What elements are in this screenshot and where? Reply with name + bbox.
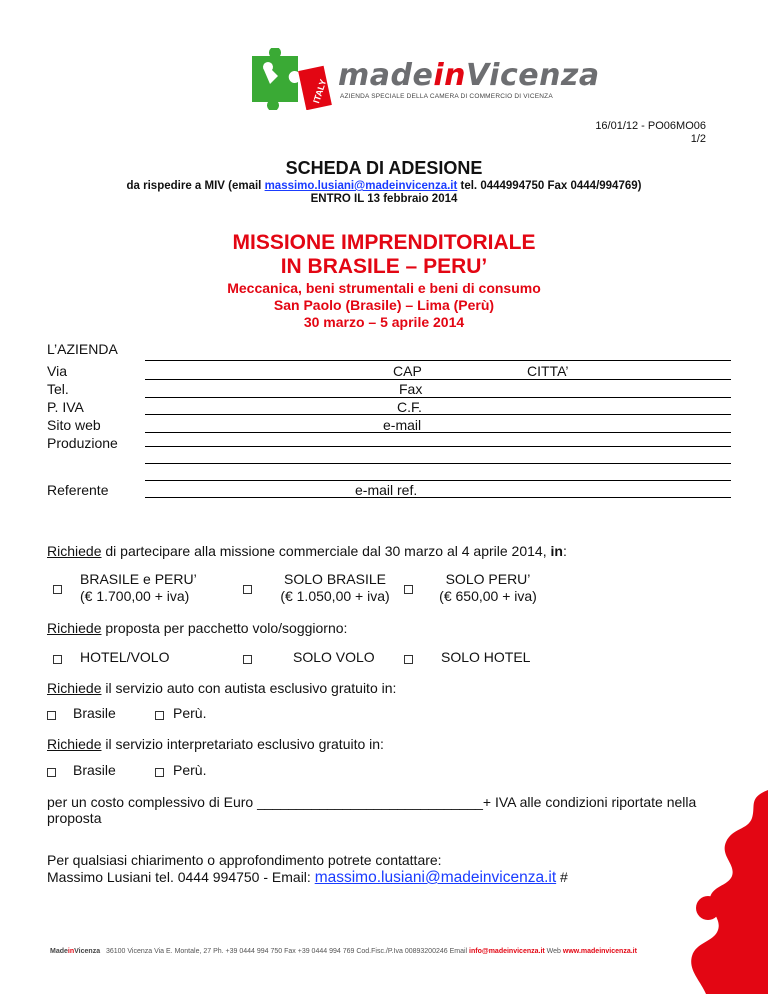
checkbox-brasile-peru[interactable] bbox=[53, 585, 62, 594]
tel-label: Tel. bbox=[47, 381, 69, 397]
option-brasile-peru: BRASILE e PERU’ (€ 1.700,00 + iva) bbox=[80, 571, 197, 604]
contact-email-link[interactable]: massimo.lusiani@madeinvicenza.it bbox=[314, 869, 557, 886]
referente-field[interactable] bbox=[145, 497, 731, 498]
deadline: ENTRO IL 13 febbraio 2014 bbox=[310, 193, 458, 205]
contact-info: Per qualsiasi chiarimento o approfondimento potrete contattare: Massimo Lusiani tel. 0444 994750 - Email: massimo.lusiani@madeinvicenza.it # bbox=[47, 852, 568, 886]
option-solo-volo: SOLO VOLO bbox=[293, 649, 375, 665]
mission-cities: San Paolo (Brasile) – Lima (Perù) bbox=[273, 297, 495, 313]
mission-sector: Meccanica, beni strumentali e beni di consumo bbox=[227, 280, 541, 296]
logo-wordmark: madeinVicenza bbox=[338, 58, 600, 93]
option-auto-brasile: Brasile bbox=[73, 705, 116, 721]
send-email-link[interactable]: massimo.lusiani@madeinvicenza.it bbox=[264, 180, 458, 192]
puzzle-decoration-icon bbox=[648, 790, 768, 994]
document-reference bbox=[595, 120, 706, 146]
azienda-label: L’AZIENDA bbox=[47, 341, 118, 357]
produzione-label: Produzione bbox=[47, 435, 118, 451]
q1-text: Richiede di partecipare alla missione commerciale dal 30 marzo al 4 aprile 2014, in: bbox=[47, 543, 567, 559]
via-label: Via bbox=[47, 363, 67, 379]
checkbox-auto-brasile[interactable] bbox=[47, 711, 56, 720]
piva-label: P. IVA bbox=[47, 399, 84, 415]
produzione-field-1[interactable] bbox=[145, 446, 731, 447]
q2-text: Richiede proposta per pacchetto volo/soggiorno: bbox=[47, 620, 348, 636]
checkbox-solo-brasile[interactable] bbox=[243, 585, 252, 594]
sito-field[interactable] bbox=[145, 432, 731, 433]
cap-label: CAP bbox=[393, 363, 422, 379]
piva-field[interactable] bbox=[145, 414, 731, 415]
cost-field[interactable]: _____________________________ bbox=[257, 794, 483, 810]
page-number: 1/2 bbox=[690, 133, 706, 145]
citta-label: CITTA’ bbox=[527, 363, 569, 379]
tel-field[interactable] bbox=[145, 397, 731, 398]
option-interprete-peru: Perù. bbox=[173, 762, 207, 778]
cost-line-2: proposta bbox=[47, 810, 102, 826]
footer-web[interactable]: www.madeinvicenza.it bbox=[562, 948, 637, 955]
option-solo-hotel: SOLO HOTEL bbox=[441, 649, 531, 665]
doc-code: 16/01/12 - PO06MO06 bbox=[595, 120, 706, 132]
email-ref-label: e-mail ref. bbox=[355, 482, 418, 498]
email-label: e-mail bbox=[383, 417, 422, 433]
option-solo-peru: SOLO PERU’ (€ 650,00 + iva) bbox=[439, 571, 537, 604]
q3-text: Richiede il servizio auto con autista esclusivo gratuito in: bbox=[47, 680, 397, 696]
cf-label: C.F. bbox=[397, 399, 422, 415]
produzione-field-2[interactable] bbox=[145, 463, 731, 464]
checkbox-hotel-volo[interactable] bbox=[53, 655, 62, 664]
option-solo-brasile: SOLO BRASILE (€ 1.050,00 + iva) bbox=[280, 571, 390, 604]
mission-dates: 30 marzo – 5 aprile 2014 bbox=[303, 314, 465, 330]
mission-details bbox=[0, 280, 768, 331]
option-hotel-volo: HOTEL/VOLO bbox=[80, 649, 170, 665]
via-field[interactable] bbox=[145, 379, 731, 380]
logo-badge-text: ITALY bbox=[311, 78, 329, 105]
option-interprete-brasile: Brasile bbox=[73, 762, 116, 778]
fax-label: Fax bbox=[399, 381, 423, 397]
cost-line: per un costo complessivo di Euro _____________________________+ IVA alle condizioni riportate nella bbox=[47, 794, 697, 810]
checkbox-solo-peru[interactable] bbox=[404, 585, 413, 594]
checkbox-solo-volo[interactable] bbox=[243, 655, 252, 664]
footer-email[interactable]: info@madeinvicenza.it bbox=[469, 948, 545, 955]
logo-tagline: AZIENDA SPECIALE DELLA CAMERA DI COMMERCIO DI VICENZA bbox=[340, 93, 553, 100]
checkbox-solo-hotel[interactable] bbox=[404, 655, 413, 664]
form-title: SCHEDA DI ADESIONE bbox=[285, 158, 483, 178]
footer: MadeinVicenza 36100 Vicenza Via E. Montale, 27 Ph. +39 0444 994 750 Fax +39 0444 994 769 Cod.Fisc./P.Iva 00893200246 Email info@madeinvicenza.it Web www.madeinvicenza.it bbox=[50, 948, 637, 955]
checkbox-interprete-peru[interactable] bbox=[155, 768, 164, 777]
option-auto-peru: Perù. bbox=[173, 705, 207, 721]
checkbox-interprete-brasile[interactable] bbox=[47, 768, 56, 777]
produzione-field-3[interactable] bbox=[145, 480, 731, 481]
send-instructions: da rispedire a MIV (email massimo.lusiani@madeinvicenza.it tel. 0444994750 Fax 0444/994769) ENTRO IL 13 febbraio 2014 bbox=[126, 180, 642, 205]
mission-title: MISSIONE IMPRENDITORIALE IN BRASILE – PERU’ bbox=[232, 231, 536, 278]
sito-label: Sito web bbox=[47, 417, 101, 433]
checkbox-auto-peru[interactable] bbox=[155, 711, 164, 720]
q4-text: Richiede il servizio interpretariato esclusivo gratuito in: bbox=[47, 736, 384, 752]
azienda-field[interactable] bbox=[145, 360, 731, 361]
referente-label: Referente bbox=[47, 482, 109, 498]
